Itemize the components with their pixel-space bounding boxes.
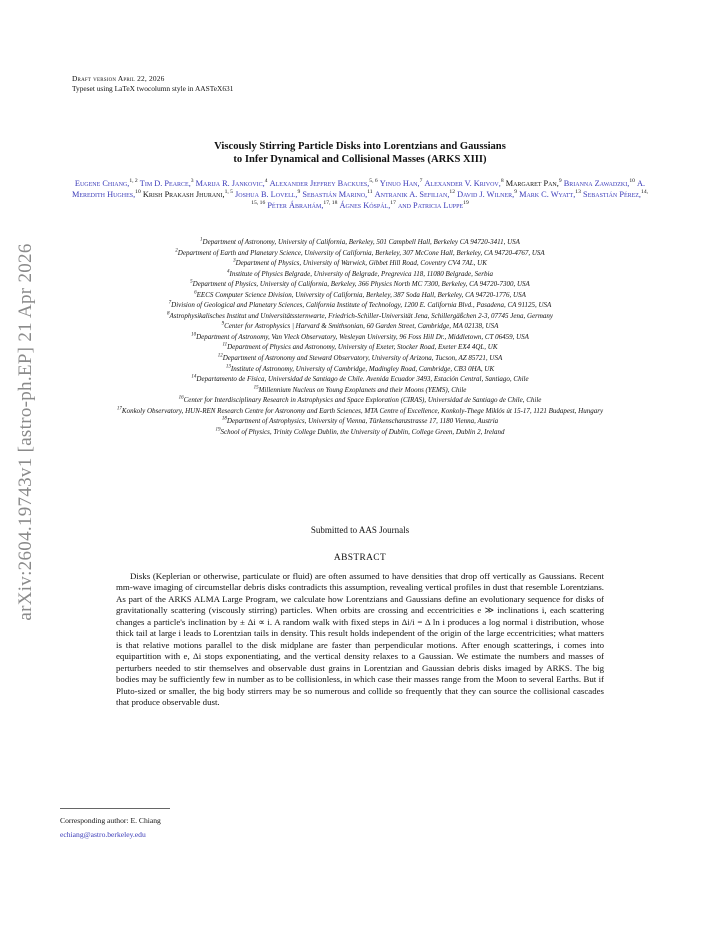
affiliation-text: Millennium Nucleus on Young Exoplanets and their Moons (YEMS), Chile: [258, 385, 467, 394]
affiliation: [50, 248, 670, 259]
affiliation-number: 9: [221, 322, 225, 328]
affiliation-text: Departamento de Física, Universidad de Santiago de Chile. Avenida Ecuador 3493, Estación Central, Santiago, Chile: [196, 375, 529, 384]
arxiv-stamp: [6, 232, 46, 632]
affiliation-text: Astrophysikalisches Institut und Universitätssternwarte, Friedrich-Schiller-Universität Jena, Schillergäßchen 2-3, 07745 Jena, Germany: [169, 311, 553, 320]
affiliation-number: 6: [194, 290, 197, 296]
affiliation-number: 8: [167, 311, 170, 317]
affiliation: [50, 416, 670, 427]
affiliation: [50, 385, 670, 396]
author-name[interactable]: Mark C. Wyatt,: [519, 190, 576, 200]
affiliation: [50, 237, 670, 248]
author-name[interactable]: A. Meredith Hughes,: [71, 179, 646, 200]
abstract-text: Disks (Keplerian or otherwise, particulate or fluid) are often assumed to have densities that drop off vertically as Gaussians. Recent mm-wave imaging of circumstellar debris disks contradicts this assumption, revealing vertical profiles in dust that resemble Lorentzians. As part of the ARKS ALMA Large Program, we calculate how Lorentzians and Gaussians define an evolutionary sequence for disks of gravitationally scattering (viscously stirring) particles. When orbits are crossing and eccentricities e ≫ inclinations i, each scattering changes a particle's inclination by ± Δi ∝ i. A random walk with fixed steps in Δi/i = Δ ln i produces a log normal i distribution, whose thick tail at large i leads to Lorentzian tails in density. This result holds independent of the origin of the large eccentricities; what matters is that relative motions parallel to the disk midplane are faster than perpendicular motions. After enough scatterings, i comes into equipartition with e, Δi stops exponentiating, and the vertical density relaxes to a Gaussian. We estimate the numbers and masses of perturbers needed to stir themselves and observable dust grains in Lorentzian and Gaussian debris disks imaged by ARKS. The big bodies may be sufficiently few in number as to be collisionless, in which case their masses range from the Moon to several Earths. But if Pluto-sized or smaller, the big body stirrers may be so numerous and collide so frequently that they can source the collisional cascades that produce observable dust.: [116, 571, 604, 707]
author-name[interactable]: Yinuo Han,: [379, 179, 420, 188]
affiliation-number: 3: [233, 258, 236, 264]
affiliation: [50, 374, 670, 385]
affiliation-number: 19: [215, 427, 221, 433]
affiliation: [50, 427, 670, 438]
affiliation: [50, 406, 670, 417]
abstract-body: [116, 571, 604, 708]
author-affiliation-mark: 9: [558, 178, 562, 185]
affiliation-number: 17: [116, 406, 122, 412]
author-affiliation-mark: 19: [463, 200, 469, 207]
author-affiliation-mark: 11: [367, 189, 373, 196]
draft-version: Draft version April 22, 2026: [72, 74, 165, 83]
affiliation-number: 12: [217, 353, 223, 359]
affiliation: [50, 290, 670, 301]
author-affiliation-mark: 10: [135, 189, 141, 196]
author-affiliation-mark: 9: [297, 189, 301, 196]
affiliation-number: 16: [178, 395, 184, 401]
author-affiliation-mark: 7: [419, 178, 423, 185]
affiliation: [50, 321, 670, 332]
author-name: Margaret Pan,: [505, 179, 559, 188]
affiliation-number: 11: [222, 343, 228, 349]
submission-note: Submitted to AAS Journals: [310, 525, 410, 535]
affiliation-text: Institute of Physics Belgrade, University of Belgrade, Pregrevica 118, 11080 Belgrade, Serbia: [229, 269, 493, 278]
corresponding-author: Corresponding author: E. Chiang: [60, 816, 161, 825]
affiliation-number: 1: [200, 237, 203, 243]
affiliation-text: Department of Earth and Planetary Science, University of California, Berkeley, 307 McCone Hall, Berkeley, CA 94720-4767, USA: [177, 248, 545, 257]
affiliation: [50, 364, 670, 375]
affiliation-text: School of Physics, Trinity College Dublin, the University of Dublin, College Green, Dublin 2, Ireland: [220, 427, 505, 436]
affiliation: [50, 332, 670, 343]
author-name[interactable]: Antranik A. Sefilian,: [374, 190, 450, 200]
affiliation-number: 15: [253, 385, 259, 391]
affiliation-number: 5: [190, 279, 193, 285]
author-affiliation-mark: 1, 5: [224, 189, 233, 196]
affiliation-text: Center for Interdisciplinary Research in Astrophysics and Space Exploration (CIRAS), Universidad de Santiago de Chile, Chile: [183, 396, 542, 405]
affiliation-text: Department of Physics, University of Warwick, Gibbet Hill Road, Coventry CV4 7AL, UK: [235, 259, 487, 268]
typeset-note: Typeset using LaTeX twocolumn style in AASTeX631: [72, 84, 234, 93]
author-name[interactable]: Alexander Jeffrey Backues,: [269, 179, 370, 188]
paper-title: [100, 140, 620, 166]
affiliation: [50, 395, 670, 406]
author-affiliation-mark: 17: [390, 200, 396, 207]
affiliation: [50, 353, 670, 364]
author-list: [68, 178, 652, 212]
author-name[interactable]: Péter Ábrahám,: [267, 201, 324, 211]
affiliation: [50, 279, 670, 290]
affiliation-list: [50, 237, 670, 437]
header-meta: [72, 74, 233, 94]
affiliation-text: Center for Astrophysics | Harvard & Smithsonian, 60 Garden Street, Cambridge, MA 02138, USA: [224, 322, 499, 331]
affiliation-number: 10: [191, 332, 197, 338]
author-name[interactable]: Patricia Luppe: [413, 201, 464, 211]
affiliation-number: 2: [175, 248, 178, 254]
affiliation-text: Department of Astronomy and Steward Observatory, University of Arizona, Tucson, AZ 85721, USA: [222, 354, 503, 363]
affiliation: [50, 300, 670, 311]
affiliation-text: Department of Astronomy, University of California, Berkeley, 501 Campbell Hall, Berkeley CA 94720-3411, USA: [202, 238, 520, 246]
author-affiliation-mark: 14, 15, 16: [251, 189, 649, 207]
author-name[interactable]: David J. Wilner,: [457, 190, 515, 200]
author-name[interactable]: Ágnes Kóspál,: [339, 201, 391, 211]
affiliation-text: EECS Computer Science Division, University of California, Berkeley, 387 Soda Hall, Berkeley, CA 94720-1776, USA: [196, 290, 526, 299]
author-affiliation-mark: 13: [575, 189, 581, 196]
author-affiliation-mark: 12: [449, 189, 456, 196]
abstract-heading: ABSTRACT: [333, 553, 387, 563]
author-affiliation-mark: 3: [190, 178, 194, 185]
author-affiliation-mark: 8: [500, 178, 504, 185]
affiliation: [50, 342, 670, 353]
author-name[interactable]: Sebastián Marino,: [302, 190, 368, 200]
author-affiliation-mark: 17, 18: [323, 200, 338, 207]
affiliation-text: Division of Geological and Planetary Sciences, California Institute of Technology, 1200 E. California Blvd., Pasadena, CA 91125, USA: [171, 301, 552, 310]
affiliation-text: Institute of Astronomy, University of Cambridge, Madingley Road, Cambridge, CB3 0HA, UK: [230, 364, 495, 373]
author-affiliation-mark: 4: [264, 178, 268, 185]
author-name[interactable]: Brianna Zawadzki,: [563, 179, 630, 188]
author-email-link[interactable]: echiang@astro.berkeley.edu: [60, 829, 146, 839]
author-name[interactable]: Marija R. Jankovic,: [195, 179, 265, 188]
author-conjunction: and: [397, 201, 411, 211]
author-name[interactable]: Eugene Chiang,: [74, 179, 130, 188]
author-affiliation-mark: 10: [629, 178, 635, 185]
affiliation-text: Department of Astronomy, Van Vleck Observatory, Wesleyan University, 96 Foss Hill Dr., Middletown, CT 06459, USA: [196, 332, 529, 341]
author-affiliation-mark: 1, 2: [129, 178, 138, 185]
author-affiliation-mark: 9: [514, 189, 517, 196]
author-affiliation-mark: 5, 6: [369, 178, 378, 185]
author-name: Krish Prakash Jhurani,: [142, 190, 225, 200]
affiliation-text: Department of Physics and Astronomy, University of Exeter, Stocker Road, Exeter EX4 4QL, UK: [227, 343, 498, 352]
affiliation-number: 13: [225, 364, 231, 370]
affiliation-text: Department of Astrophysics, University of Vienna, Türkenschanzstrasse 17, 1180 Vienna, Austria: [226, 417, 499, 426]
title-line: to Infer Dynamical and Collisional Masses (ARKS XIII): [233, 154, 487, 165]
author-name[interactable]: Tim D. Pearce,: [139, 179, 191, 188]
affiliation: [50, 269, 670, 280]
author-name[interactable]: Alexander V. Krivov,: [424, 179, 501, 188]
author-name[interactable]: Sebastián Pérez,: [582, 190, 642, 200]
affiliation-number: 7: [168, 300, 172, 306]
title-line: Viscously Stirring Particle Disks into Lorentzians and Gaussians: [214, 141, 506, 152]
footnote: [60, 814, 161, 841]
affiliation-number: 18: [221, 416, 227, 422]
footnote-divider: [60, 808, 170, 809]
affiliation: [50, 258, 670, 269]
author-name[interactable]: Joshua B. Lovell,: [235, 190, 298, 200]
affiliation-text: Konkoly Observatory, HUN-REN Research Centre for Astronomy and Earth Sciences, MTA Centre of Excellence, Konkoly-Thege Miklós út 15-17, 1121 Budapest, Hungary: [121, 406, 604, 415]
arxiv-stamp-text: arXiv:2604.19743v1 [astro-ph.EP] 21 Apr 2026: [15, 243, 36, 621]
affiliation-number: 14: [191, 374, 197, 380]
affiliation-number: 4: [227, 269, 230, 275]
affiliation: [50, 311, 670, 322]
affiliation-text: Department of Physics, University of California, Berkeley, 366 Physics North MC 7300, Berkeley, CA 94720-7300, USA: [192, 280, 530, 289]
